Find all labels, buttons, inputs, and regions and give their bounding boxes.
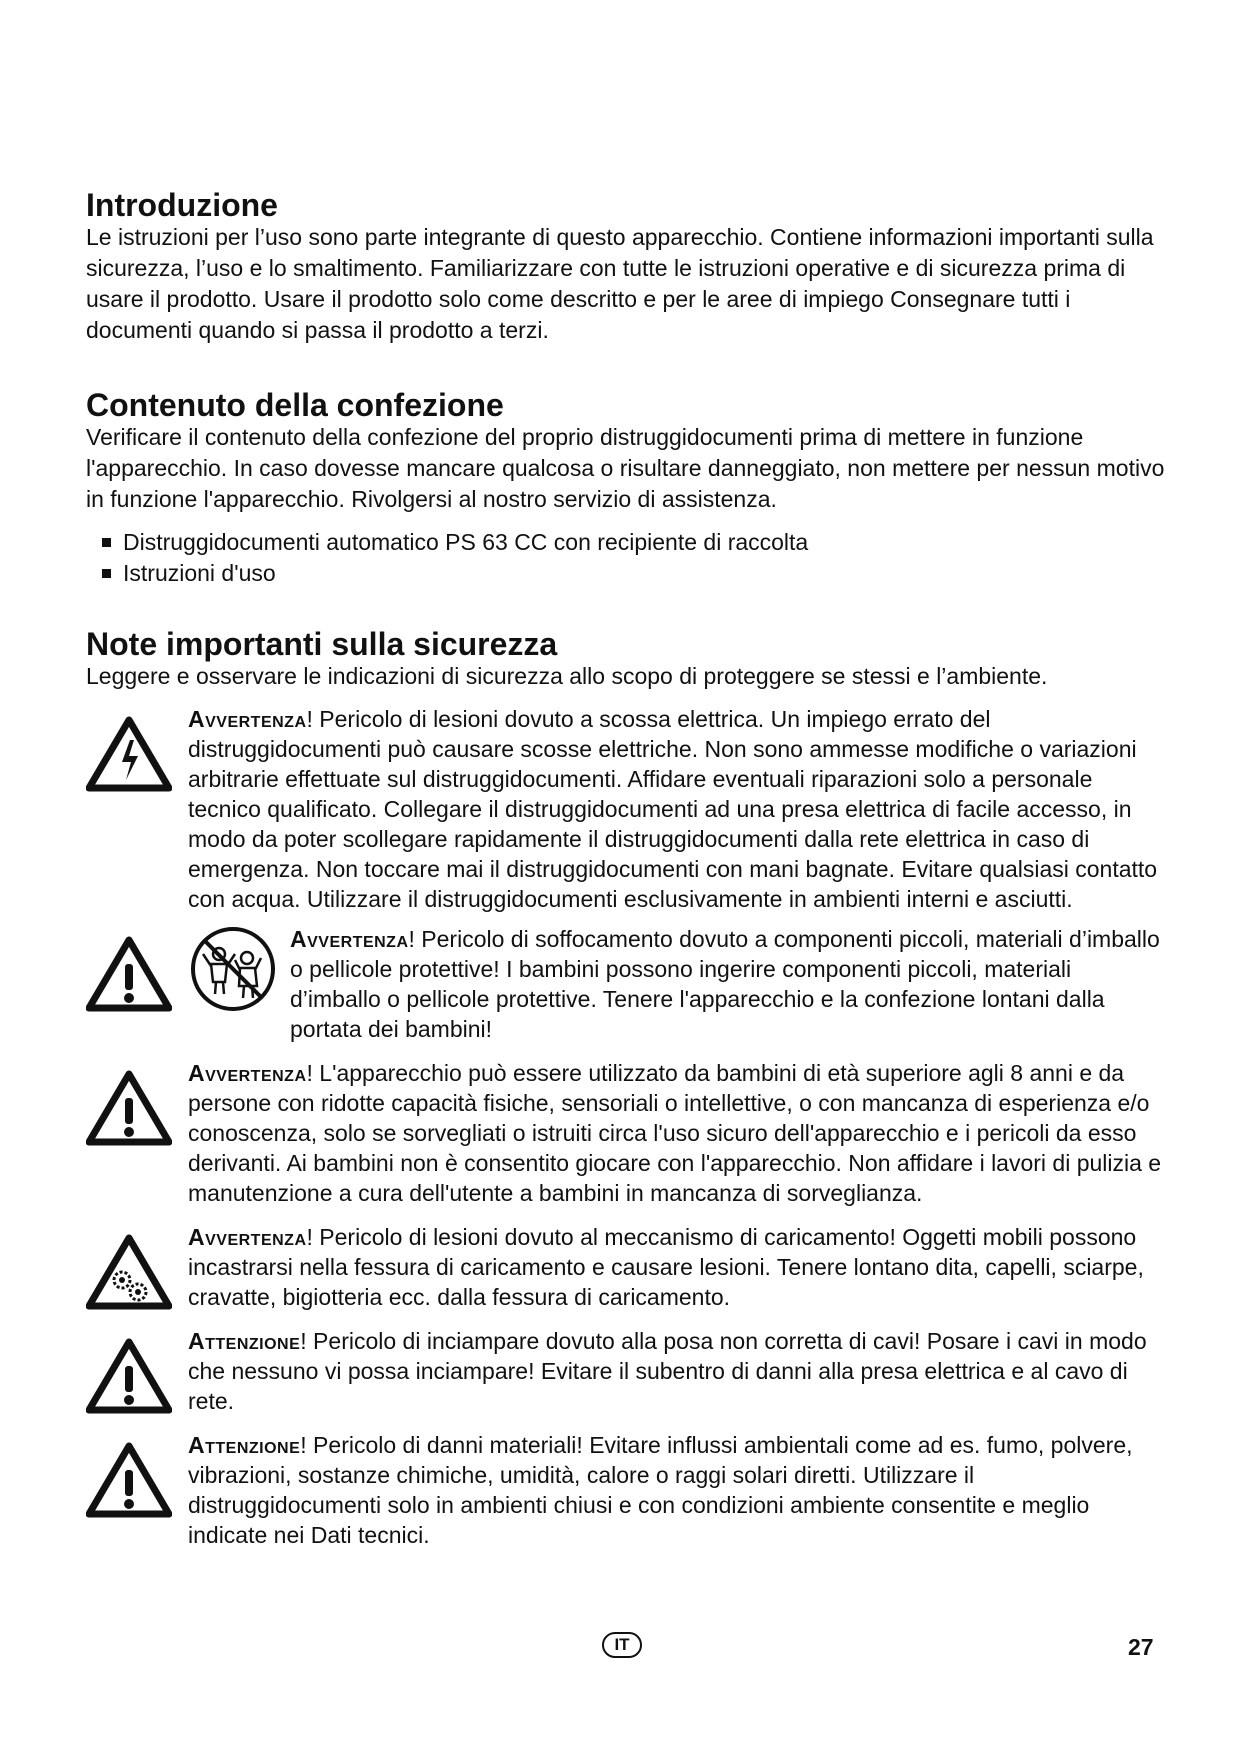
page-number: 27 bbox=[1128, 1634, 1154, 1660]
warning-block bbox=[86, 1326, 1166, 1416]
section-text: Le istruzioni per l’uso sono parte integrante di questo apparecchio. Contiene informazioni importanti sulla sicurezza, l’uso e lo smaltimento. Familiarizzare con tutte le istruzioni operative e di sicurezza prima di usare il prodotto. Usare il prodotto solo come descritto e per le aree di impiego Consegnare tutti i documenti quando si passa il prodotto a terzi. bbox=[86, 224, 1154, 343]
warning-label: Avvertenza bbox=[188, 1224, 307, 1250]
warning-label: Avvertenza bbox=[290, 926, 409, 952]
warning-label: Attenzione bbox=[188, 1328, 301, 1354]
gear-mechanism-warning-icon bbox=[86, 1234, 172, 1315]
bullet-icon bbox=[102, 569, 111, 578]
section-introduction bbox=[86, 188, 1166, 346]
warning-label: Avvertenza bbox=[188, 706, 307, 732]
list-item: Distruggidocumenti automatico PS 63 CC con recipiente di raccolta bbox=[102, 527, 1166, 558]
section-title: Contenuto della confezione bbox=[86, 387, 504, 423]
warning-block bbox=[86, 924, 1166, 1044]
section-safety-notes bbox=[86, 627, 1166, 1550]
warning-text: Avvertenza! Pericolo di soffocamento dovuto a componenti piccoli, materiali d’imballo o pellicole protettive! I bambini possono ingerire componenti piccoli, materiali d’imballo o pellicole protettive. Tenere l'apparecchio e la confezione lontani dalla portata dei bambini! bbox=[290, 926, 1160, 1042]
contents-list bbox=[102, 527, 1166, 589]
language-badge: IT bbox=[602, 1632, 642, 1658]
general-warning-icon bbox=[86, 1338, 172, 1419]
general-warning-icon bbox=[86, 1070, 172, 1151]
bullet-icon bbox=[102, 538, 111, 547]
warning-block bbox=[86, 1222, 1166, 1312]
warning-text: Attenzione! Pericolo di inciampare dovuto alla posa non corretta di cavi! Posare i cavi in modo che nessuno vi possa inciampare! Evitare il subentro di danni alla presa elettrica e al cavo di rete. bbox=[188, 1328, 1147, 1414]
list-item: Istruzioni d'uso bbox=[102, 558, 1166, 589]
page-content bbox=[86, 188, 1166, 1550]
warning-block bbox=[86, 704, 1166, 914]
warning-text: Avvertenza! Pericolo di lesioni dovuto al meccanismo di caricamento! Oggetti mobili possono incastrarsi nella fessura di caricamento e causare lesioni. Tenere lontano dita, capelli, sciarpe, cravatte, bigiotteria ecc. dalla fessura di caricamento. bbox=[188, 1224, 1144, 1310]
section-intro-text: Leggere e osservare le indicazioni di sicurezza allo scopo di proteggere se stessi e l’ambiente. bbox=[86, 663, 1048, 689]
section-title: Introduzione bbox=[86, 187, 278, 223]
warning-block bbox=[86, 1058, 1166, 1208]
general-warning-icon bbox=[86, 1442, 172, 1523]
section-title: Note importanti sulla sicurezza bbox=[86, 626, 558, 662]
warning-label: Attenzione bbox=[188, 1432, 301, 1458]
section-package-contents bbox=[86, 388, 1166, 589]
electric-shock-warning-icon bbox=[86, 716, 172, 797]
warning-label: Avvertenza bbox=[188, 1060, 307, 1086]
warning-text: Avvertenza! Pericolo di lesioni dovuto a scossa elettrica. Un impiego errato del distruggidocumenti può causare scosse elettriche. Non sono ammesse modifiche o variazioni arbitrarie effettuate sul distruggidocumenti. Affidare eventuali riparazioni solo a personale tecnico qualificato. Collegare il distruggidocumenti ad una presa elettrica di facile accesso, in modo da poter scollegare rapidamente il distruggidocumenti dalla rete elettrica in caso di emergenza. Non toccare mai il distruggidocumenti con mani bagnate. Evitare qualsiasi contatto con acqua. Utilizzare il distruggidocumenti esclusivamente in ambienti interni e asciutti. bbox=[188, 706, 1158, 912]
no-children-icon bbox=[189, 924, 277, 1019]
warning-text: Avvertenza! L'apparecchio può essere utilizzato da bambini di età superiore agli 8 anni e da persone con ridotte capacità fisiche, sensoriali o intellettive, o con mancanza di esperienza e/o conoscenza, solo se sorvegliati o istruiti circa l'uso sicuro dell'apparecchio e i pericoli da esso derivanti. Ai bambini non è consentito giocare con l'apparecchio. Non affidare i lavori di pulizia e manutenzione a cura dell'utente a bambini in mancanza di sorveglianza. bbox=[188, 1060, 1162, 1206]
warning-text: Attenzione! Pericolo di danni materiali! Evitare influssi ambientali come ad es. fumo, polvere, vibrazioni, sostanze chimiche, umidità, calore o raggi solari diretti. Utilizzare il distruggidocumenti solo in ambienti chiusi e con condizioni ambiente consentite e meglio indicate nei Dati tecnici. bbox=[188, 1432, 1133, 1548]
section-text: Verificare il contenuto della confezione del proprio distruggidocumenti prima di mettere in funzione l'apparecchio. In caso dovesse mancare qualcosa o risultare danneggiato, non mettere per nessun motivo in funzione l'apparecchio. Rivolgersi al nostro servizio di assistenza. bbox=[86, 424, 1165, 512]
warning-block bbox=[86, 1430, 1166, 1550]
general-warning-icon bbox=[86, 936, 172, 1017]
